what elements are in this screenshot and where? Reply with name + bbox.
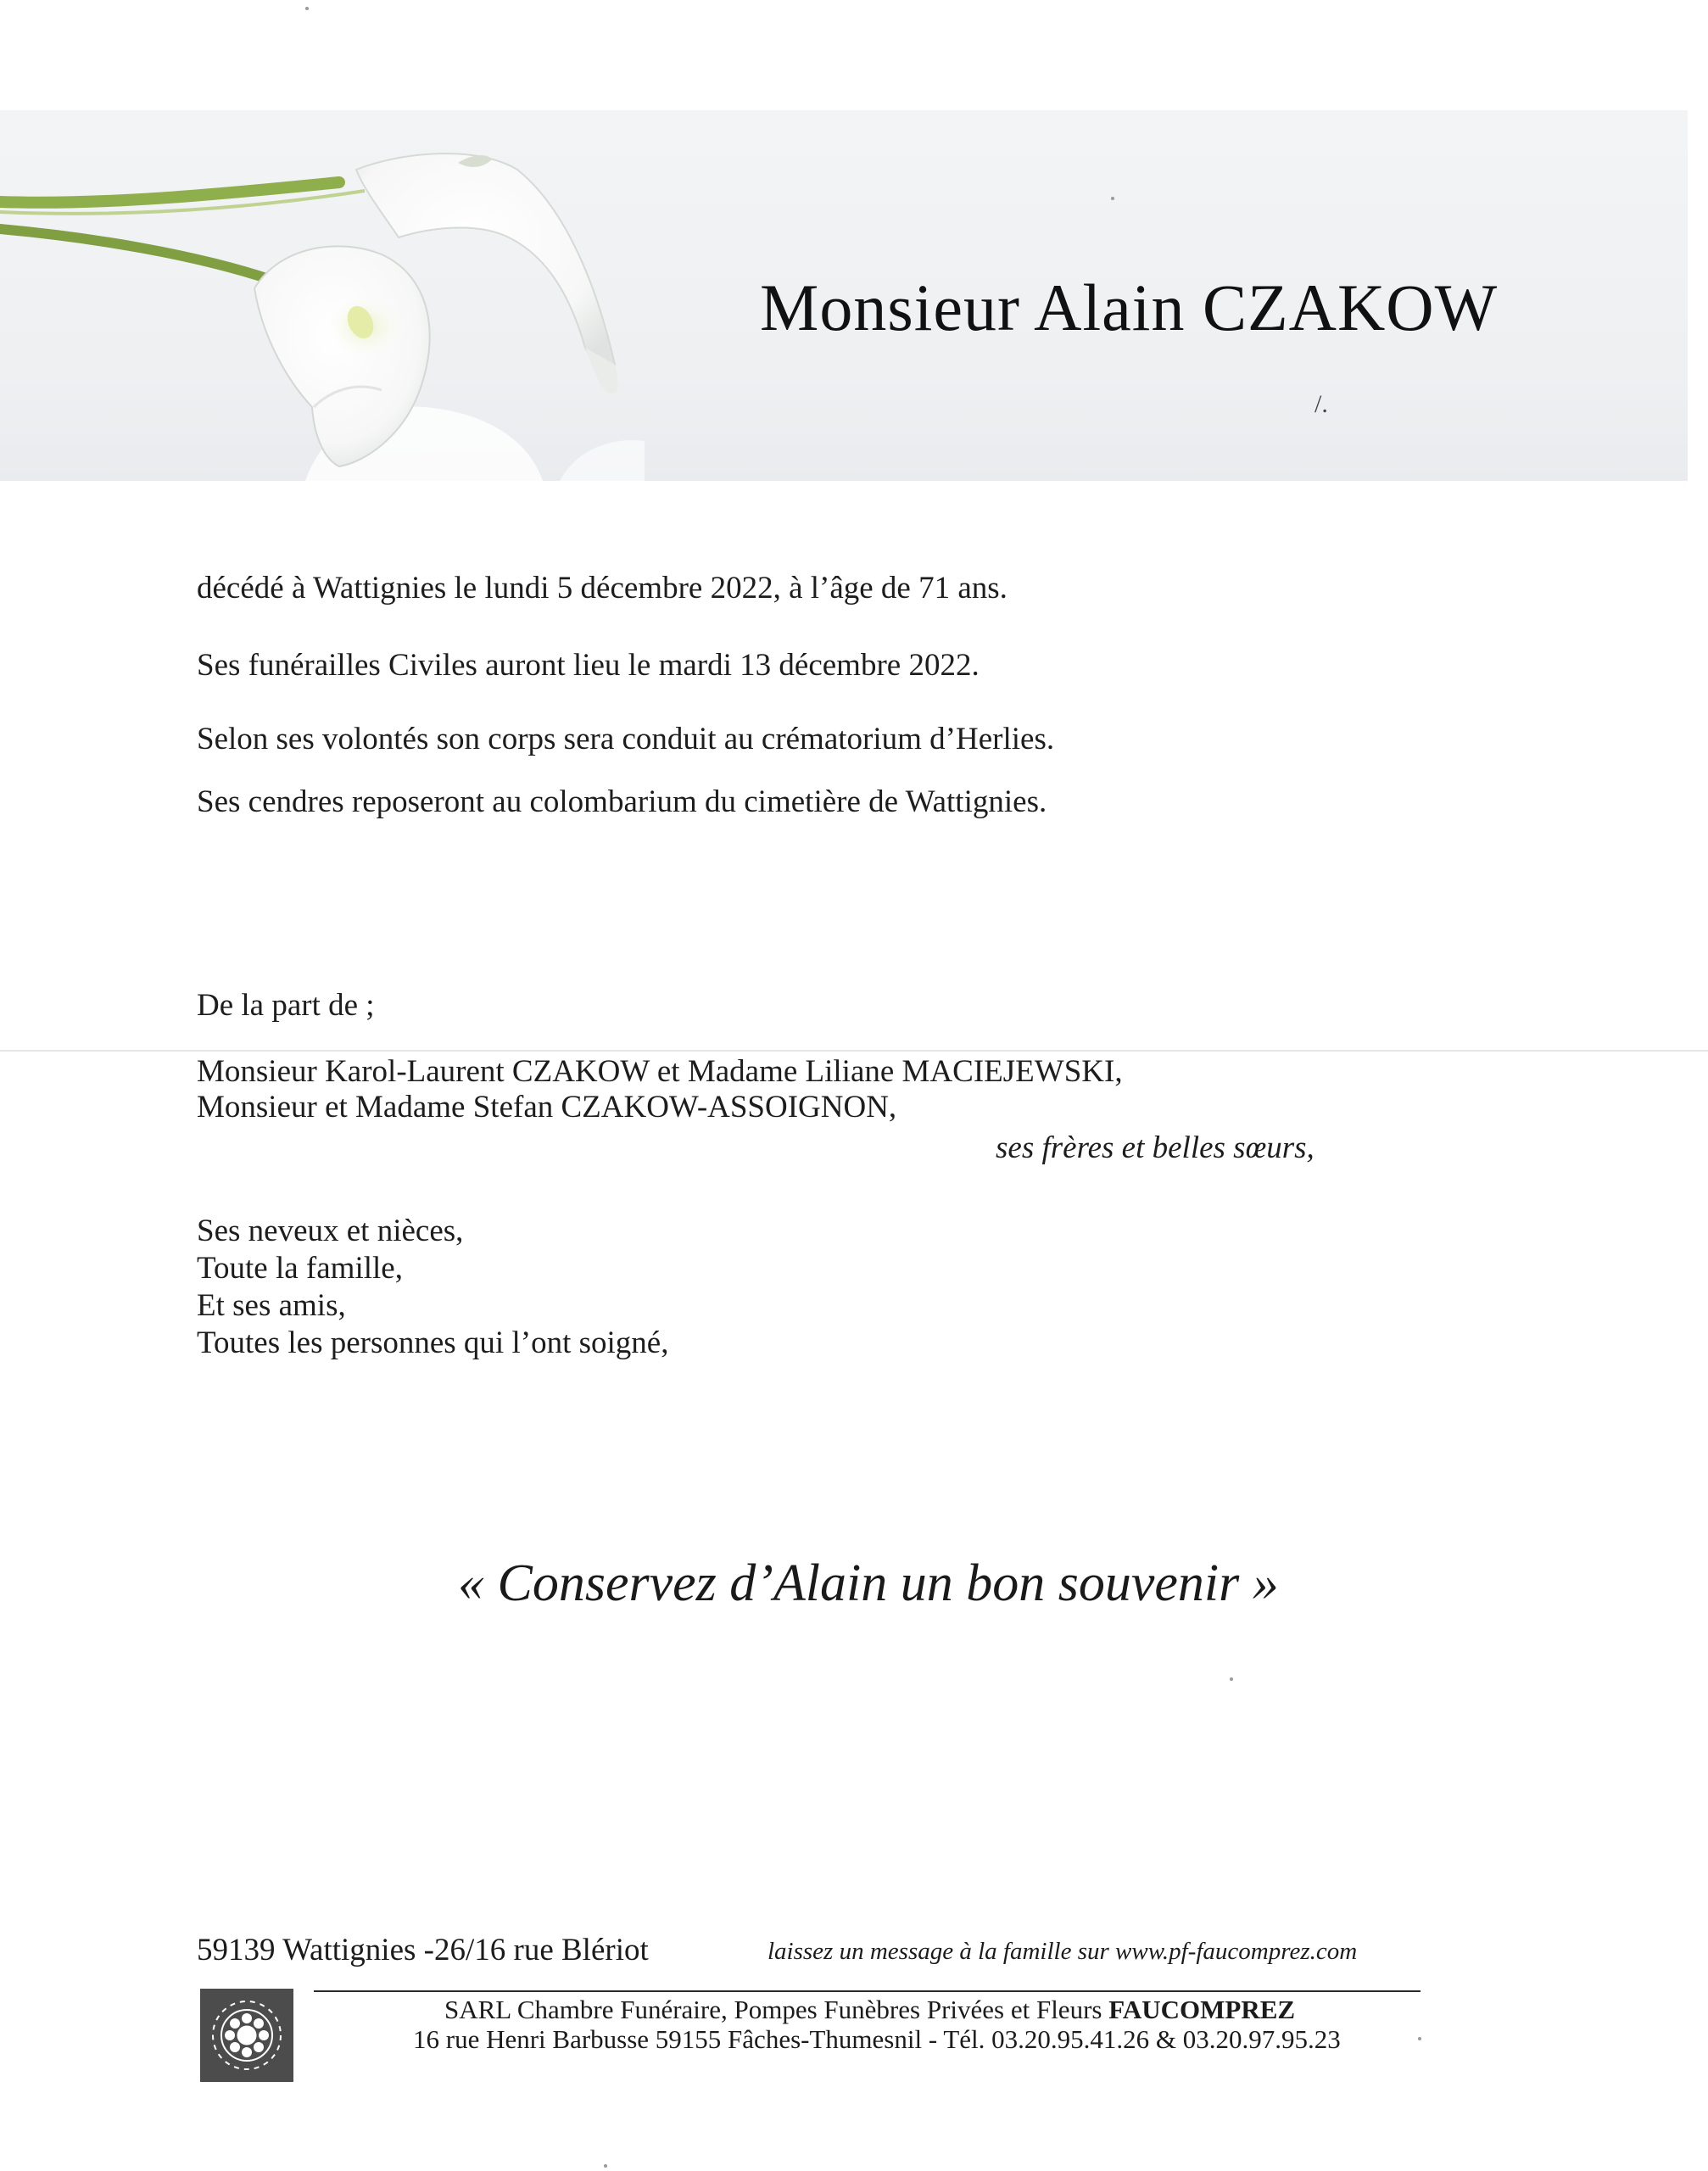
family-other-4: Toutes les personnes qui l’ont soigné, — [197, 1325, 669, 1360]
fold-line — [0, 1050, 1708, 1052]
ashes-info: Ses cendres reposeront au colombarium du cimetière de Wattignies. — [197, 784, 1047, 819]
family-names-1: Monsieur Karol-Laurent CZAKOW et Madame Liliane MACIEJEWSKI, — [197, 1054, 1123, 1089]
calla-lily-illustration — [0, 110, 645, 481]
company-prefix: SARL Chambre Funéraire, Pompes Funèbres Privées et Fleurs — [444, 1995, 1102, 2024]
flower-logo-icon — [200, 1989, 293, 2082]
company-name: FAUCOMPREZ — [1108, 1995, 1296, 2024]
footer-message: laissez un message à la famille sur www.pf-faucomprez.com — [767, 1938, 1358, 1965]
scan-speck — [1230, 1677, 1233, 1681]
footer-rule — [314, 1990, 1421, 1992]
company-contact: 16 rue Henri Barbusse 59155 Fâches-Thumesnil - Tél. 03.20.95.41.26 & 03.20.97.95.23 — [413, 2024, 1341, 2054]
family-other-2: Toute la famille, — [197, 1251, 403, 1286]
death-announcement: décédé à Wattignies le lundi 5 décembre 2022, à l’âge de 71 ans. — [197, 571, 1007, 606]
funeral-date: Ses funérailles Civiles auront lieu le mardi 13 décembre 2022. — [197, 648, 980, 683]
deceased-name-title: Monsieur Alain CZAKOW — [760, 271, 1499, 344]
family-names-2: Monsieur et Madame Stefan CZAKOW-ASSOIGNON, — [197, 1090, 897, 1125]
handwritten-mark: /. — [1314, 390, 1328, 418]
footer-address: 59139 Wattignies -26/16 rue Blériot — [197, 1933, 649, 1967]
company-line — [444, 1995, 1295, 2025]
scan-speck — [305, 7, 309, 10]
memorial-quote: « Conservez d’Alain un bon souvenir » — [458, 1554, 1279, 1612]
family-intro: De la part de ; — [197, 988, 375, 1023]
family-other-3: Et ses amis, — [197, 1288, 346, 1323]
cremation-info: Selon ses volontés son corps sera conduit au crématorium d’Herlies. — [197, 722, 1055, 756]
scan-speck — [1418, 2037, 1421, 2040]
family-relation: ses frères et belles sœurs, — [996, 1130, 1314, 1165]
scan-speck — [1111, 197, 1114, 200]
scan-speck — [604, 2164, 607, 2168]
family-other-1: Ses neveux et nièces, — [197, 1214, 464, 1248]
